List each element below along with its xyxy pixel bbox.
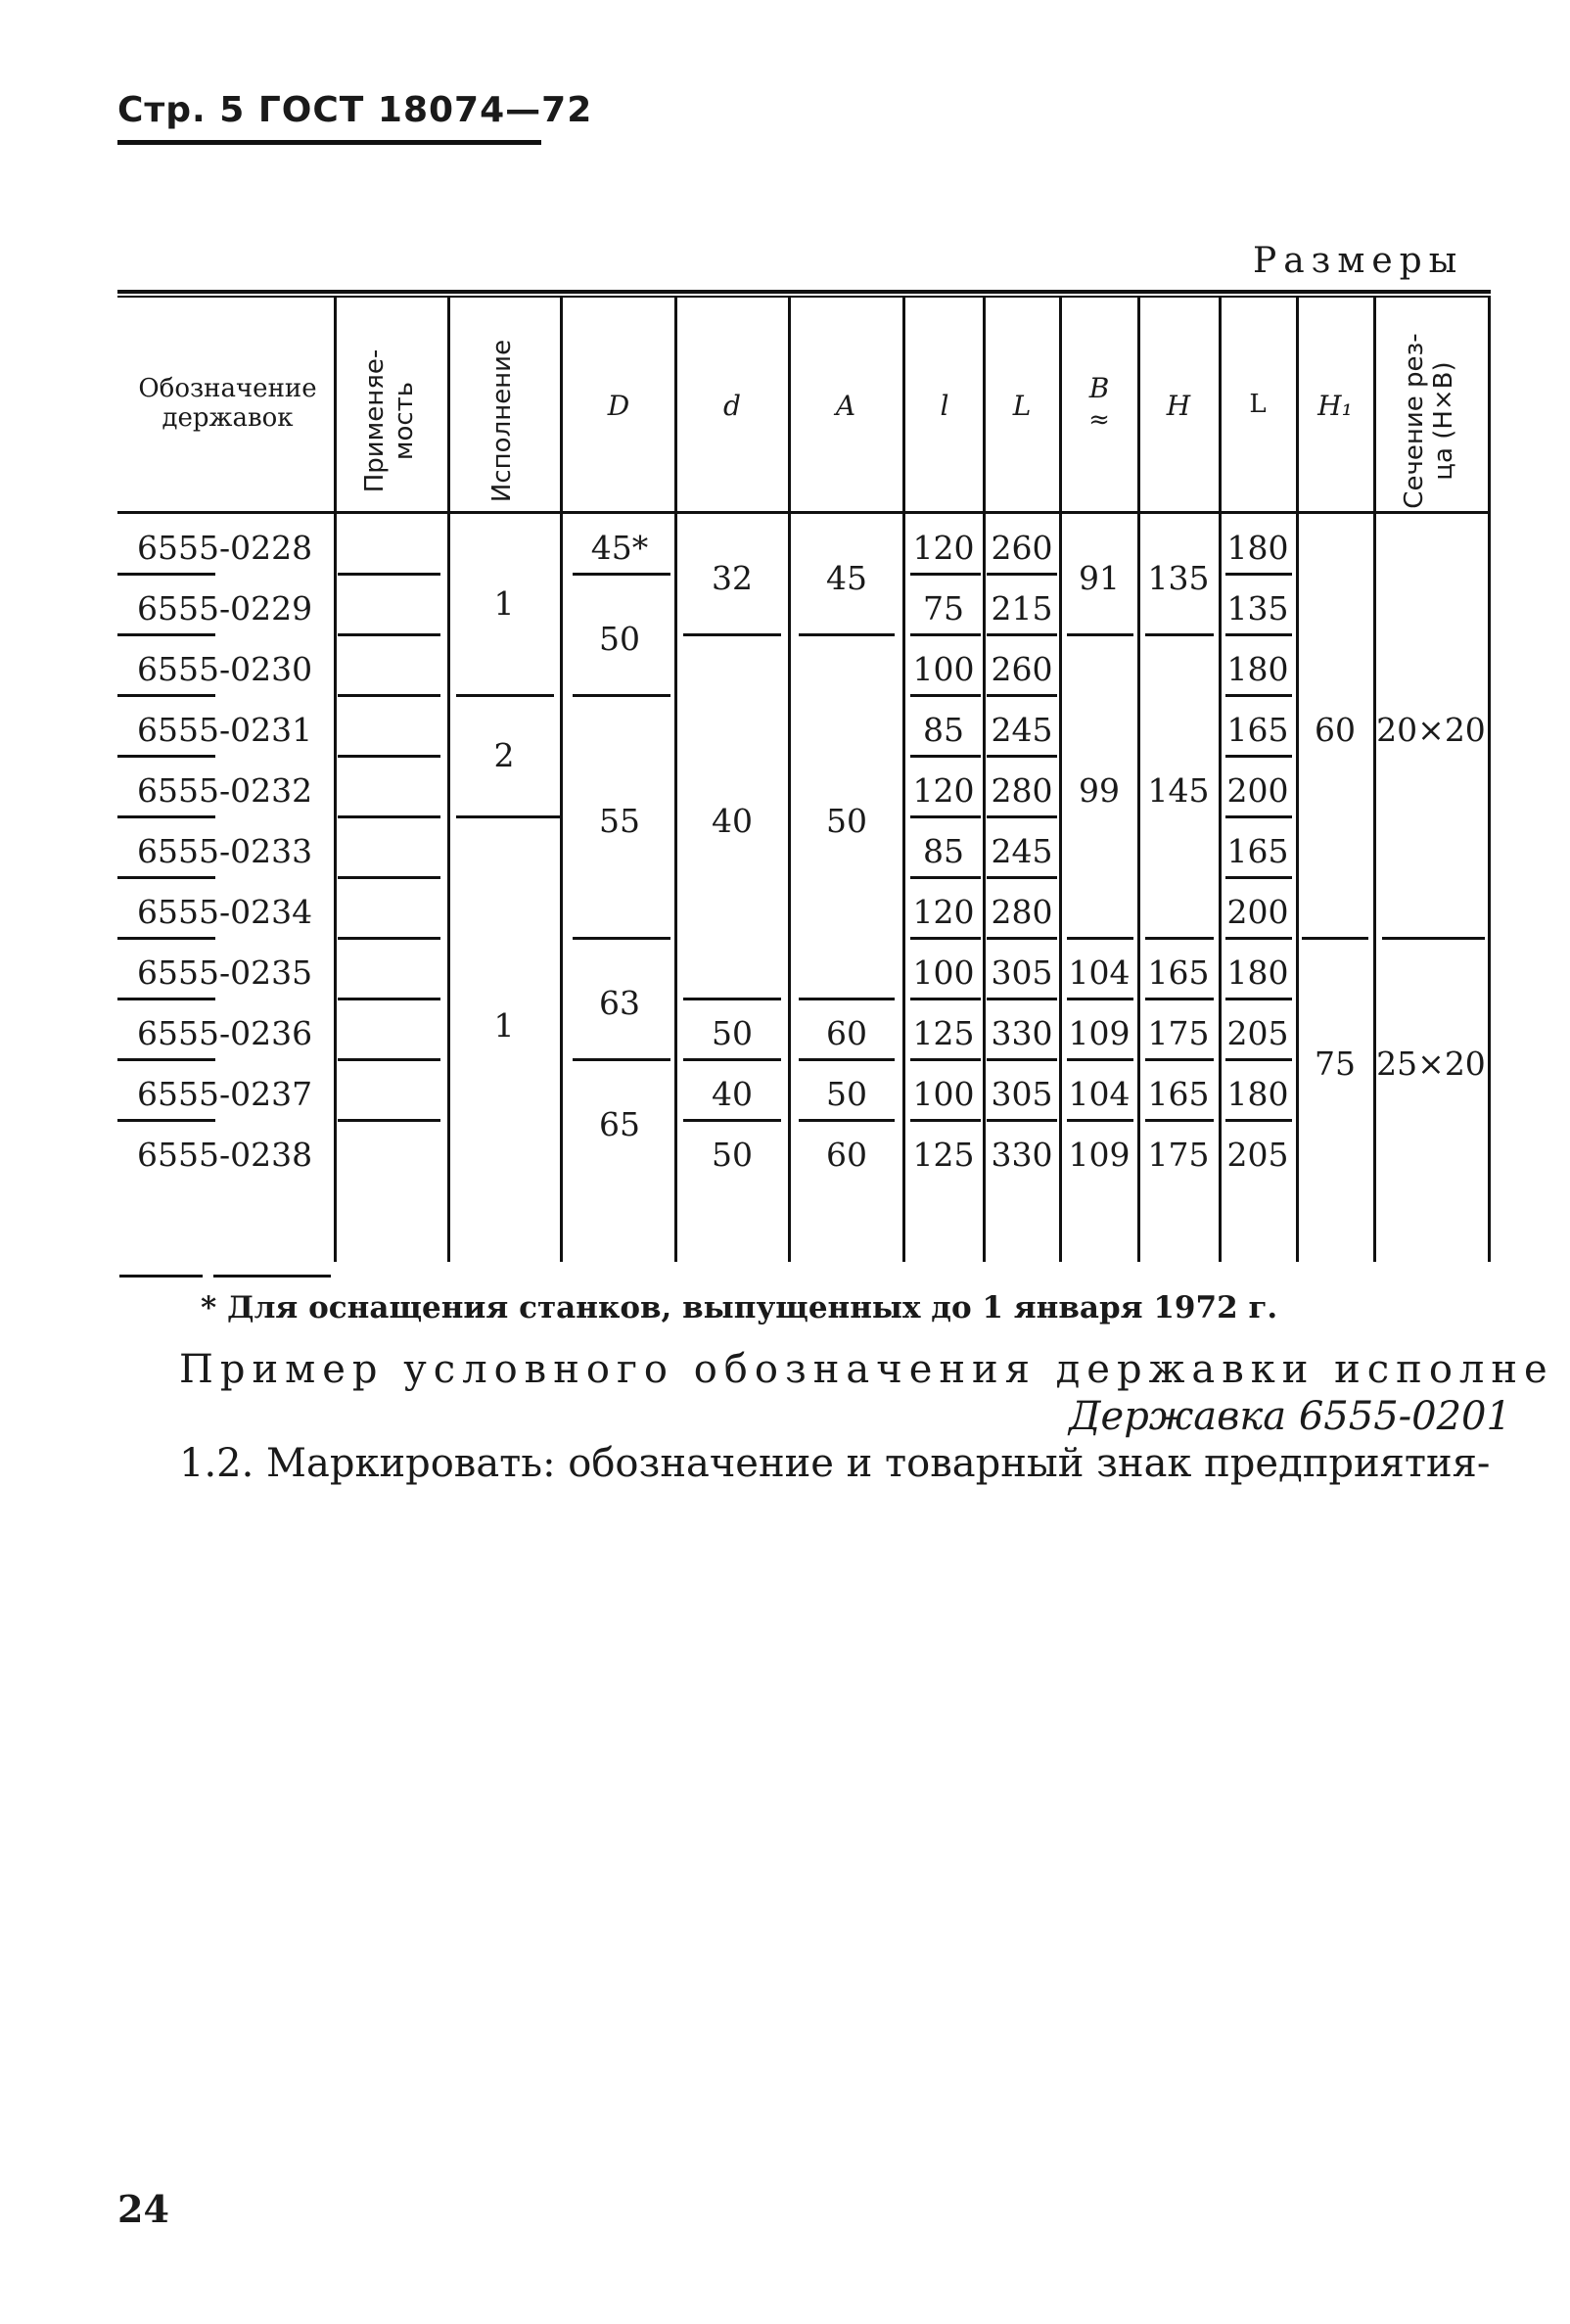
L1-cell: 330 <box>991 1136 1053 1174</box>
table-top-border <box>117 290 1491 294</box>
L1-cell: 280 <box>991 893 1053 931</box>
l-cell: 100 <box>912 1075 975 1113</box>
l-cell: 100 <box>912 953 975 992</box>
l-cell: 125 <box>912 1014 975 1052</box>
designation-cell: 6555-0236 <box>137 1014 313 1052</box>
d-cell: 40 <box>712 802 753 840</box>
designation-cell: 6555-0231 <box>137 711 313 749</box>
version-cell: 1 <box>493 584 515 623</box>
A-cell: 60 <box>826 1136 867 1174</box>
B-cell: 104 <box>1068 953 1131 992</box>
H-cell: 175 <box>1147 1014 1210 1052</box>
D-cell: 63 <box>599 984 640 1022</box>
d-cell: 50 <box>712 1014 753 1052</box>
L2-cell: 180 <box>1226 953 1289 992</box>
L1-cell: 245 <box>991 711 1053 749</box>
l-cell: 125 <box>912 1136 975 1174</box>
header-d: d <box>723 390 741 422</box>
page-header: Стр. 5 ГОСТ 18074—72 <box>117 90 593 130</box>
header-B-approx: ≈ <box>1088 405 1110 435</box>
L2-cell: 135 <box>1226 589 1289 627</box>
footnote-rule <box>119 1275 203 1278</box>
L1-cell: 280 <box>991 771 1053 810</box>
header-B: B <box>1088 372 1110 404</box>
header-L2: L <box>1249 390 1267 419</box>
A-cell: 50 <box>826 1075 867 1113</box>
H-cell: 165 <box>1147 953 1210 992</box>
B-cell: 99 <box>1079 771 1120 810</box>
section-cell: 25×20 <box>1376 1045 1486 1083</box>
designation-cell: 6555-0237 <box>137 1075 313 1113</box>
D-cell: 65 <box>599 1105 640 1143</box>
header-A: A <box>835 390 856 422</box>
header-designation: Обозначение державок <box>138 374 317 433</box>
H-cell: 145 <box>1147 771 1210 810</box>
version-cell: 1 <box>493 1006 515 1045</box>
version-cell: 2 <box>493 736 515 774</box>
l-cell: 85 <box>923 711 964 749</box>
header-section: Сечение рез- ца (H×B) <box>1400 333 1458 509</box>
B-cell: 109 <box>1068 1014 1131 1052</box>
designation-cell: 6555-0235 <box>137 953 313 992</box>
L2-cell: 165 <box>1226 832 1289 870</box>
d-cell: 32 <box>712 559 753 597</box>
H1-cell: 60 <box>1315 711 1356 749</box>
L2-cell: 200 <box>1226 893 1289 931</box>
table-top-border-inner <box>117 296 1491 298</box>
L2-cell: 180 <box>1226 529 1289 567</box>
L1-cell: 305 <box>991 1075 1053 1113</box>
d-cell: 40 <box>712 1075 753 1113</box>
marking-paragraph: 1.2. Маркировать: обозначение и товарный знак предприятия- <box>179 1441 1491 1486</box>
designation-cell: 6555-0233 <box>137 832 313 870</box>
l-cell: 120 <box>912 771 975 810</box>
header-l: l <box>940 390 949 422</box>
footnote-rule <box>213 1275 331 1278</box>
example-heading: Пример условного обозначения державки исполне <box>179 1347 1554 1392</box>
header-version: Исполнение <box>487 339 517 503</box>
A-cell: 60 <box>826 1014 867 1052</box>
header-applicability: Применяе- мость <box>360 349 419 493</box>
A-cell: 45 <box>826 559 867 597</box>
l-cell: 100 <box>912 650 975 688</box>
L1-cell: 215 <box>991 589 1053 627</box>
designation-cell: 6555-0232 <box>137 771 313 810</box>
B-cell: 104 <box>1068 1075 1131 1113</box>
H-cell: 175 <box>1147 1136 1210 1174</box>
L1-cell: 245 <box>991 832 1053 870</box>
L2-cell: 180 <box>1226 650 1289 688</box>
L2-cell: 165 <box>1226 711 1289 749</box>
header-H1: H₁ <box>1317 390 1353 422</box>
H-cell: 135 <box>1147 559 1210 597</box>
D-cell: 45* <box>590 529 649 567</box>
designation-cell: 6555-0229 <box>137 589 313 627</box>
sizes-label: Размеры <box>1253 241 1464 281</box>
d-cell: 50 <box>712 1136 753 1174</box>
L2-cell: 205 <box>1226 1014 1289 1052</box>
header-H: H <box>1166 390 1191 422</box>
designation-cell: 6555-0228 <box>137 529 313 567</box>
H1-cell: 75 <box>1315 1045 1356 1083</box>
designation-cell: 6555-0238 <box>137 1136 313 1174</box>
header-L1: L <box>1012 390 1032 422</box>
L1-cell: 260 <box>991 650 1053 688</box>
L1-cell: 305 <box>991 953 1053 992</box>
l-cell: 75 <box>923 589 964 627</box>
L1-cell: 330 <box>991 1014 1053 1052</box>
L2-cell: 200 <box>1226 771 1289 810</box>
header-D: D <box>607 390 630 422</box>
page-number: 24 <box>117 2187 169 2231</box>
table-footnote: * Для оснащения станков, выпущенных до 1 января 1972 г. <box>201 1290 1278 1325</box>
designation-cell: 6555-0234 <box>137 893 313 931</box>
L1-cell: 260 <box>991 529 1053 567</box>
B-cell: 109 <box>1068 1136 1131 1174</box>
example-designation: Державка 6555-0201 <box>1069 1394 1511 1439</box>
H-cell: 165 <box>1147 1075 1210 1113</box>
table-header-bottom-border <box>117 511 1491 514</box>
section-cell: 20×20 <box>1376 711 1486 749</box>
D-cell: 50 <box>599 620 640 658</box>
header-rule <box>117 140 541 145</box>
A-cell: 50 <box>826 802 867 840</box>
B-cell: 91 <box>1079 559 1120 597</box>
l-cell: 120 <box>912 893 975 931</box>
l-cell: 120 <box>912 529 975 567</box>
l-cell: 85 <box>923 832 964 870</box>
L2-cell: 205 <box>1226 1136 1289 1174</box>
L2-cell: 180 <box>1226 1075 1289 1113</box>
D-cell: 55 <box>599 802 640 840</box>
designation-cell: 6555-0230 <box>137 650 313 688</box>
